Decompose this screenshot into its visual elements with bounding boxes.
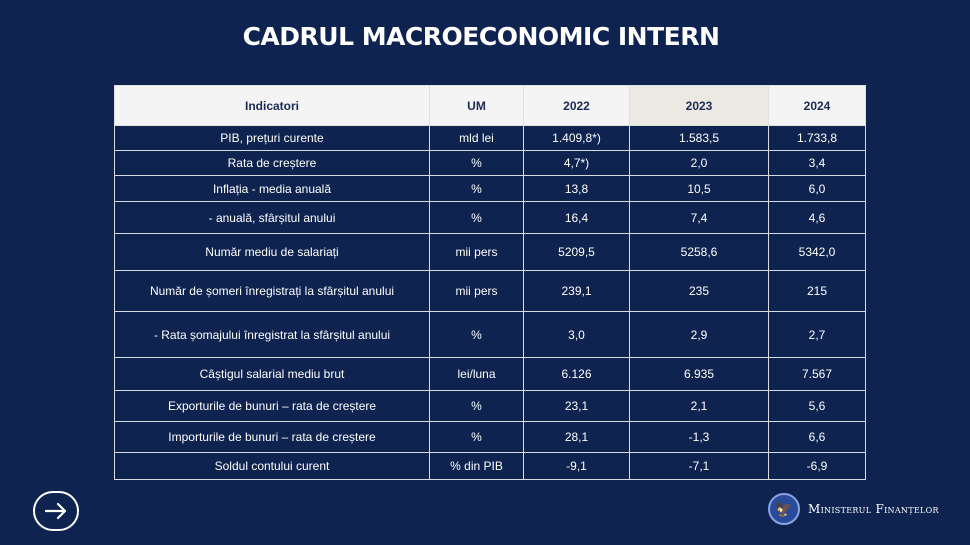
table-row bbox=[115, 271, 866, 312]
cell-2023: 2,9 bbox=[630, 312, 769, 358]
macro-table bbox=[114, 85, 866, 480]
cell-indicator: Exporturile de bunuri – rata de creștere bbox=[115, 391, 430, 422]
table-row bbox=[115, 126, 866, 151]
cell-2024: 6,6 bbox=[769, 422, 866, 453]
cell-um: % bbox=[430, 391, 524, 422]
table-row bbox=[115, 151, 866, 176]
ministry-logo bbox=[768, 493, 939, 525]
cell-indicator: Număr mediu de salariați bbox=[115, 234, 430, 271]
table-row bbox=[115, 312, 866, 358]
cell-2023: 235 bbox=[630, 271, 769, 312]
cell-2024: -6,9 bbox=[769, 453, 866, 480]
cell-2022: 239,1 bbox=[524, 271, 630, 312]
cell-um: % bbox=[430, 202, 524, 234]
header-indicatori: Indicatori bbox=[115, 86, 430, 126]
cell-indicator: - Rata șomajului înregistrat la sfârșitul anului bbox=[115, 312, 430, 358]
cell-2023: -1,3 bbox=[630, 422, 769, 453]
header-2023: 2023 bbox=[630, 86, 769, 126]
cell-2024: 1.733,8 bbox=[769, 126, 866, 151]
cell-2022: 28,1 bbox=[524, 422, 630, 453]
cell-indicator: Număr de șomeri înregistrați la sfârșitul anului bbox=[115, 271, 430, 312]
next-button[interactable] bbox=[33, 491, 79, 531]
cell-2022: 13,8 bbox=[524, 176, 630, 202]
table-row bbox=[115, 391, 866, 422]
cell-indicator: Rata de creștere bbox=[115, 151, 430, 176]
cell-2024: 6,0 bbox=[769, 176, 866, 202]
cell-indicator: Soldul contului curent bbox=[115, 453, 430, 480]
cell-2022: 6.126 bbox=[524, 358, 630, 391]
cell-2024: 215 bbox=[769, 271, 866, 312]
ministry-name: Ministerul Finanțelor bbox=[808, 502, 939, 516]
cell-2024: 3,4 bbox=[769, 151, 866, 176]
cell-2022: 16,4 bbox=[524, 202, 630, 234]
table-row bbox=[115, 176, 866, 202]
cell-2024: 7.567 bbox=[769, 358, 866, 391]
cell-um: % bbox=[430, 176, 524, 202]
arrow-right-icon bbox=[44, 502, 68, 520]
cell-2022: 23,1 bbox=[524, 391, 630, 422]
page-title: CADRUL MACROECONOMIC INTERN bbox=[242, 22, 720, 51]
cell-indicator: Importurile de bunuri – rata de creștere bbox=[115, 422, 430, 453]
cell-2024: 4,6 bbox=[769, 202, 866, 234]
cell-2022: 5209,5 bbox=[524, 234, 630, 271]
cell-um: % bbox=[430, 151, 524, 176]
cell-2024: 5342,0 bbox=[769, 234, 866, 271]
cell-2022: 4,7*) bbox=[524, 151, 630, 176]
cell-indicator: Câștigul salarial mediu brut bbox=[115, 358, 430, 391]
cell-2023: 6.935 bbox=[630, 358, 769, 391]
cell-um: lei/luna bbox=[430, 358, 524, 391]
table-row bbox=[115, 234, 866, 271]
cell-um: mld lei bbox=[430, 126, 524, 151]
coat-of-arms-icon: 🦅 bbox=[768, 493, 800, 525]
table-row bbox=[115, 202, 866, 234]
cell-um: mii pers bbox=[430, 234, 524, 271]
table-row bbox=[115, 453, 866, 480]
cell-2022: -9,1 bbox=[524, 453, 630, 480]
table-row bbox=[115, 422, 866, 453]
cell-indicator: - anuală, sfârșitul anului bbox=[115, 202, 430, 234]
cell-um: % din PIB bbox=[430, 453, 524, 480]
table-header bbox=[115, 86, 866, 126]
cell-2023: 1.583,5 bbox=[630, 126, 769, 151]
header-um: UM bbox=[430, 86, 524, 126]
cell-um: % bbox=[430, 312, 524, 358]
header-2022: 2022 bbox=[524, 86, 630, 126]
cell-2023: -7,1 bbox=[630, 453, 769, 480]
cell-2023: 2,0 bbox=[630, 151, 769, 176]
cell-2023: 2,1 bbox=[630, 391, 769, 422]
table-row bbox=[115, 358, 866, 391]
cell-2024: 2,7 bbox=[769, 312, 866, 358]
header-2024: 2024 bbox=[769, 86, 866, 126]
cell-2023: 5258,6 bbox=[630, 234, 769, 271]
cell-um: mii pers bbox=[430, 271, 524, 312]
cell-2023: 7,4 bbox=[630, 202, 769, 234]
cell-indicator: PIB, prețuri curente bbox=[115, 126, 430, 151]
cell-2022: 1.409,8*) bbox=[524, 126, 630, 151]
cell-2022: 3,0 bbox=[524, 312, 630, 358]
cell-2023: 10,5 bbox=[630, 176, 769, 202]
cell-2024: 5,6 bbox=[769, 391, 866, 422]
cell-indicator: Inflația - media anuală bbox=[115, 176, 430, 202]
cell-um: % bbox=[430, 422, 524, 453]
